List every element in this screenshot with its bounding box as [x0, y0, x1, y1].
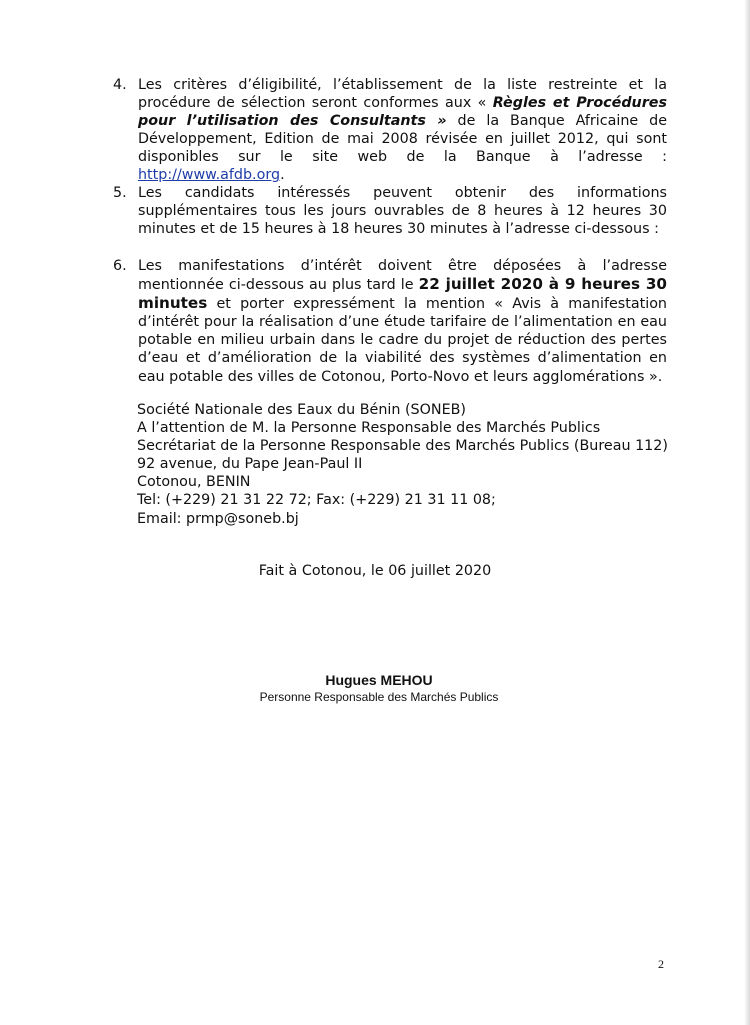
address-phone: Tel: (+229) 21 31 22 72; Fax: (+229) 21 31 11 08;: [137, 492, 496, 509]
item-text: [138, 76, 667, 185]
address-email: Email: prmp@soneb.bj: [137, 510, 299, 527]
item-text-part: de la Banque Africaine de Développement, Edition de mai 2008 révisée en juillet 2012, qui sont disponibles sur le site web de la Banque à l’adresse :: [138, 113, 667, 166]
item-text-part: et porter expressément la mention « Avis à manifestation d’intérêt pour la réalisation d’une étude tarifaire de l’alimentation en eau potable en milieu urbain dans le cadre du projet de réduction des pertes d’eau et d’amélioration de la viabilité des systèmes d’alimentation en eau potable des villes de Cotonou, Porto-Novo et leurs agglomérations ».: [138, 296, 667, 385]
item-text-part: Les manifestations d’intérêt doivent être déposées à l’adresse mentionnée ci-dessous au plus tard le: [138, 258, 667, 294]
rules-title: Règles et Procédures pour l’utilisation des Consultants »: [138, 95, 667, 130]
address-attention: A l’attention de M. la Personne Responsable des Marchés Publics: [137, 420, 601, 437]
afdb-link[interactable]: http://www.afdb.org: [138, 167, 281, 184]
list-item-6: [113, 257, 667, 386]
item-number: 6.: [113, 258, 127, 274]
place-date: Fait à Cotonou, le 06 juillet 2020: [258, 563, 492, 579]
page-number: 2: [658, 957, 664, 971]
list-item-5: [113, 184, 667, 238]
item-number: 5.: [113, 185, 127, 201]
item-number: 4.: [113, 77, 127, 93]
address-org: Société Nationale des Eaux du Bénin (SONEB): [137, 402, 466, 418]
address-secretariat: Secrétariat de la Personne Responsable des Marchés Publics (Bureau 112): [137, 438, 668, 455]
signatory-name: Hugues MEHOU: [325, 672, 433, 688]
item-text: Les candidats intéressés peuvent obtenir des informations supplémentaires tous les jours ouvrables de 8 heures à 12 heures 30 minutes et de 15 heures à 18 heures 30 minutes à l’adresse ci-dessous :: [138, 185, 667, 238]
address-street: 92 avenue, du Pape Jean-Paul II: [137, 456, 363, 473]
deadline: 22 juillet 2020 à 9 heures 30 minutes: [138, 275, 667, 313]
address-block: [137, 401, 668, 528]
item-text: [138, 257, 667, 386]
item-text-part: Les critères d’éligibilité, l’établissement de la liste restreinte et la procédure de sélection seront conformes aux «: [138, 77, 667, 112]
address-city: Cotonou, BENIN: [137, 474, 251, 491]
page-edge-shadow: [744, 0, 750, 1025]
signatory-title: Personne Responsable des Marchés Publics: [259, 690, 499, 704]
list-item-4: [113, 76, 667, 185]
item-text-part: .: [280, 167, 285, 184]
